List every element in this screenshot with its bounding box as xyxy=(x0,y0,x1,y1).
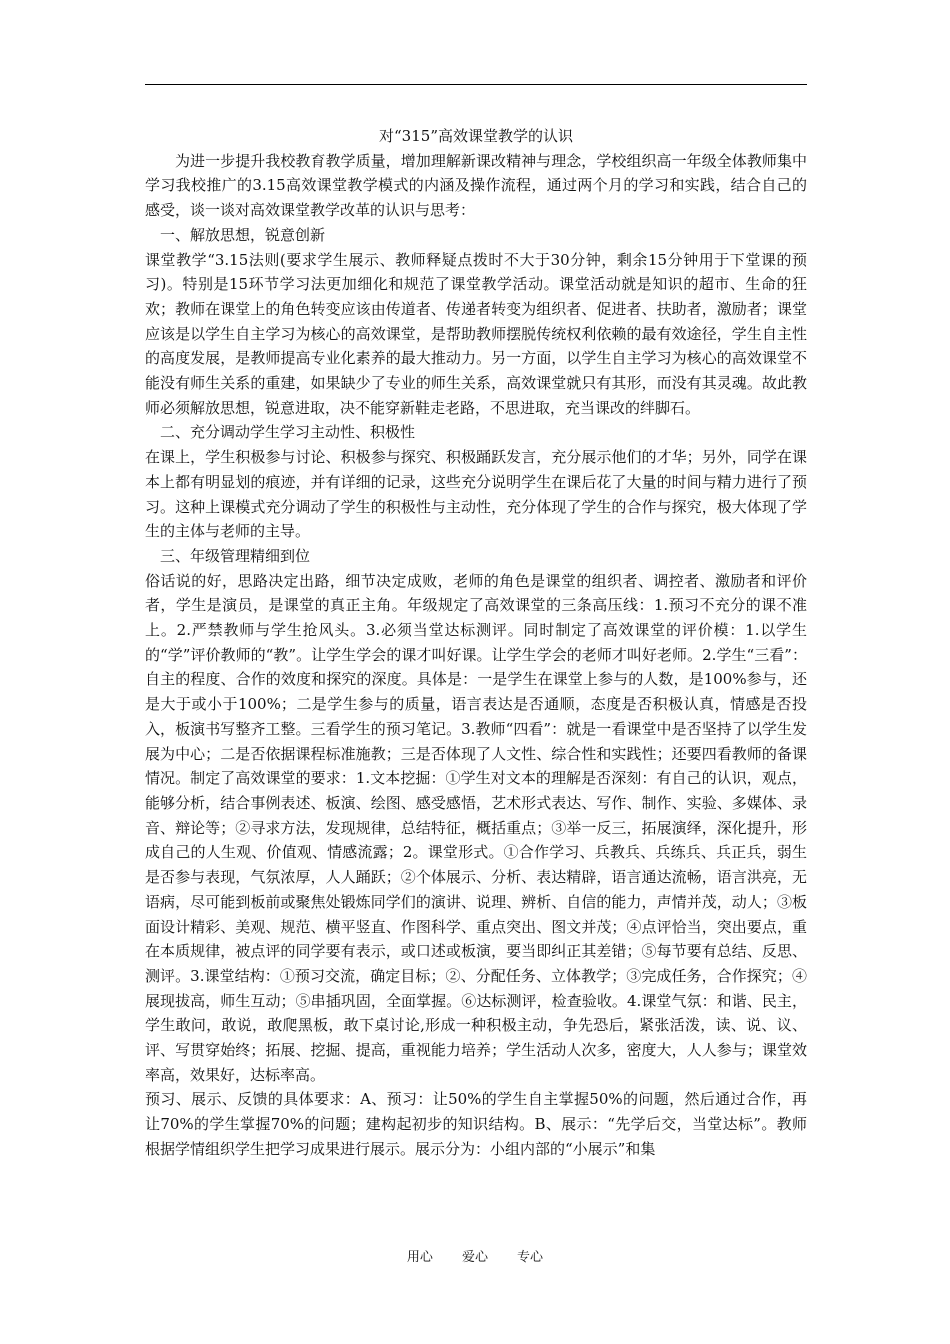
section-body-3: 俗话说的好，思路决定出路，细节决定成败，老师的角色是课堂的组织者、调控者、激励者和评价者，学生是演员，是课堂的真正主角。年级规定了高效课堂的三条高压线：1.预习不充分的课不准上。2.严禁教师与学生抢风头。3.必须当堂达标测评。同时制定了高效课堂的评价模：1.以学生的“学”评价教师的“教”。让学生学会的课才叫好课。让学生学会的老师才叫好老师。2.学生“三看”：自主的程度、合作的效度和探究的深度。具体是：一是学生在课堂上参与的人数，是100%参与，还是大于或小于100%；二是学生参与的质量，语言表达是否通顺，态度是否积极认真，情感是否投入，板演书写整齐工整。三看学生的预习笔记。3.教师“四看”：就是一看课堂中是否坚持了以学生发展为中心；二是否依据课程标准施教；三是否体现了人文性、综合性和实践性；还要四看教师的备课情况。制定了高效课堂的要求：1.文本挖掘：①学生对文本的理解是否深刻：有自己的认识，观点，能够分析，结合事例表述、板演、绘图、感受感悟，艺术形式表达、写作、制作、实验、多媒体、录音、辩论等；②寻求方法，发现规律，总结特征，概括重点；③举一反三，拓展演绎，深化提升，形成自己的人生观、价值观、情感流露；2。课堂形式。①合作学习、兵教兵、兵练兵、兵正兵，弱生是否参与表现，气氛浓厚，人人踊跃；②个体展示、分析、表达精辟，语言通达流畅，语言洪亮，无语病，尽可能到板前或聚焦处锻炼同学们的演讲、说理、辨析、自信的能力，声情并茂，动人；③板面设计精彩、美观、规范、横平竖直、作图科学、重点突出、图文并茂；④点评恰当，突出要点，重在本质规律，被点评的同学要有表示，或口述或板演，要当即纠正其差错；⑤每节要有总结、反思、测评。3.课堂结构：①预习交流，确定目标；②、分配任务、立体教学；③完成任务，合作探究；④展现拔高，师生互动；⑤串插巩固，全面掌握。⑥达标测评，检查验收。4.课堂气氛：和谐、民主，学生敢问，敢说，敢爬黑板，敢下桌讨论,形成一种积极主动，争先恐后，紧张活泼，读、说、议、评、写贯穿始终；拓展、挖掘、提高，重视能力培养；学生活动人次多，密度大，人人参与；课堂效率高，效果好，达标率高。 xyxy=(145,571,807,1084)
document-body xyxy=(145,124,807,1162)
header-rule xyxy=(145,84,807,85)
section-heading-1: 一、解放思想，锐意创新 xyxy=(160,225,326,244)
document-title: 对“315”高效课堂教学的认识 xyxy=(379,127,573,145)
intro-paragraph: 为进一步提升我校教育教学质量，增加理解新课改精神与理念，学校组织高一年级全体教师集中学习我校推广的3.15高效课堂教学模式的内涵及操作流程，通过两个月的学习和实践，结合自己的感受，谈一谈对高效课堂教学改革的认识与思考： xyxy=(145,151,807,220)
section-heading-3: 三、年级管理精细到位 xyxy=(160,546,311,565)
page-footer: 用心 爱心 专心 xyxy=(406,1250,544,1265)
closing-paragraph: 预习、展示、反馈的具体要求：A、预习：让50%的学生自主掌握50%的问题，然后通过合作，再让70%的学生掌握70%的问题；建构起初步的知识结构。B、展示：“先学后交，当堂达标”。教师根据学情组织学生把学习成果进行展示。展示分为：小组内部的“小展示”和集 xyxy=(145,1090,807,1158)
section-body-2: 在课上，学生积极参与讨论、积极参与探究、积极踊跃发言，充分展示他们的才华；另外，同学在课本上都有明显划的痕迹，并有详细的记录，这些充分说明学生在课后花了大量的时间与精力进行了预习。这种上课模式充分调动了学生的积极性与主动性，充分体现了学生的合作与探究，极大体现了学生的主体与老师的主导。 xyxy=(145,448,807,541)
section-body-1: 课堂教学“3.15法则(要求学生展示、教师释疑点拨时不大于30分钟，剩余15分钟用于下堂课的预习)。特别是15环节学习法更加细化和规范了课堂教学活动。课堂活动就是知识的超市、生命的狂欢；教师在课堂上的角色转变应该由传道者、传递者转变为组织者、促进者、扶助者，激励者；课堂应该是以学生自主学习为核心的高效课堂，是帮助教师摆脱传统权利依赖的最有效途径，学生自主性的高度发展，是教师提高专业化素养的最大推动力。另一方面，以学生自主学习为核心的高效课堂不能没有师生关系的重建，如果缺少了专业的师生关系，高效课堂就只有其形，而没有其灵魂。故此教师必须解放思想，锐意进取，决不能穿新鞋走老路，不思进取，充当课改的绊脚石。 xyxy=(145,250,807,417)
section-heading-2: 二、充分调动学生学习主动性、积极性 xyxy=(160,423,416,442)
